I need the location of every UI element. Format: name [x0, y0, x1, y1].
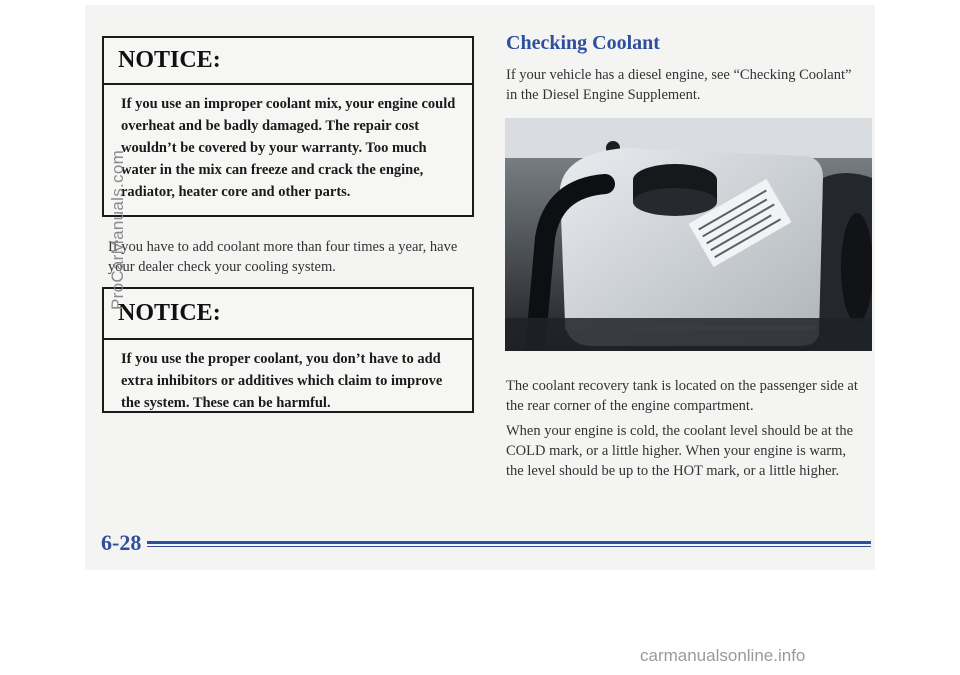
footer-rule-thick	[147, 541, 871, 544]
page-number: 6-28	[101, 530, 142, 555]
side-watermark: ProCarManuals.com	[108, 149, 127, 311]
section-title: Checking Coolant	[506, 32, 660, 54]
notice-text: If you use an improper coolant mix, your engine could overheat and be badly damaged. The repair cost wouldn’t be covered by your warranty. Too much water in the mix can freeze and crack the engine, radiator, heater core and other parts.	[121, 96, 456, 200]
footer-site-watermark: carmanualsonline.info	[640, 646, 806, 665]
notice-heading: NOTICE:	[104, 289, 472, 340]
coolant-recovery-tank-photo	[505, 118, 872, 351]
footer-rule-thin	[147, 546, 871, 547]
notice-heading: NOTICE:	[104, 38, 472, 85]
engine-compartment-illustration	[505, 118, 872, 351]
tank-location-paragraph: The coolant recovery tank is located on the passenger side at the rear corner of the engine compartment.	[506, 378, 858, 414]
notice-text: If you use the proper coolant, you don’t have to add extra inhibitors or additives which claim to improve the system. These can be harmful.	[121, 351, 443, 411]
coolant-level-paragraph: When your engine is cold, the coolant level should be at the COLD mark, or a little higher. When your engine is warm, the level should be up to the HOT mark, or a little higher.	[506, 423, 854, 479]
notice-box-inhibitors	[102, 287, 474, 413]
diesel-note-paragraph: If your vehicle has a diesel engine, see “Checking Coolant” in the Diesel Engine Supplement.	[506, 67, 852, 103]
coolant-frequency-paragraph: If you have to add coolant more than four times a year, have your dealer check your cooling system.	[108, 239, 458, 275]
notice-box-coolant-mix	[102, 36, 474, 217]
